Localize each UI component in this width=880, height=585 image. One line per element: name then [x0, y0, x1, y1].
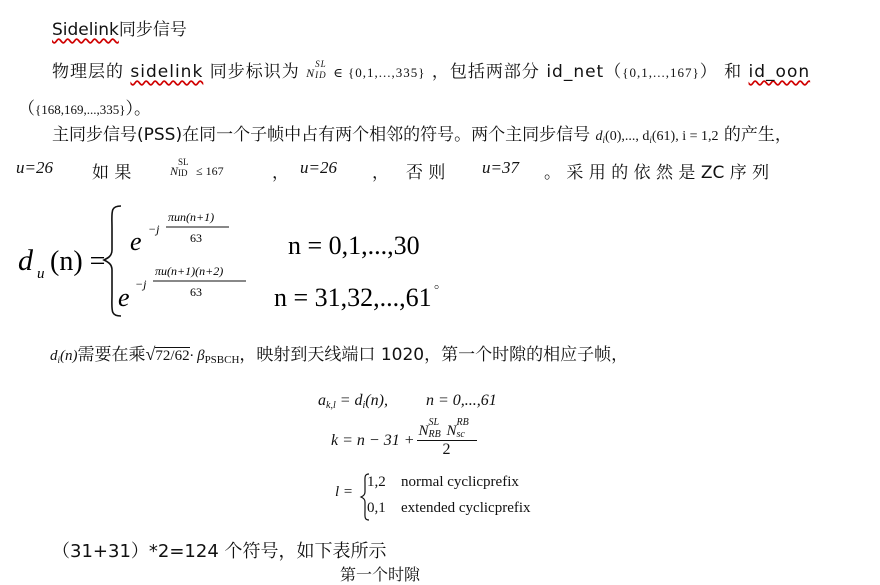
l-symbol: l = [335, 484, 354, 500]
n-range-1: n = 0,1,...,30 [288, 231, 420, 260]
section-title [52, 15, 187, 40]
neg-j: −j [148, 222, 160, 236]
lhs-sub: u [37, 266, 45, 282]
text: 的产生， [723, 125, 792, 145]
rhs: = d [339, 392, 363, 409]
a-symbol: a [318, 392, 326, 409]
rhs-arg: (n), [365, 392, 388, 409]
text: 如 果 [92, 163, 132, 183]
text: 主同步信号(PSS)在同一个子帧中占有两个相邻的符号。两个主同步信号 [52, 125, 591, 145]
text: 需要在乘 [77, 345, 146, 365]
n-id-symbol: N SL ID [306, 59, 327, 80]
l2-text: extended cyclicprefix [401, 500, 531, 516]
id-net: id_net [546, 62, 605, 82]
exp1-den: 63 [190, 231, 202, 245]
text: ， [272, 163, 289, 183]
paragraph-sync-id: 物理层的 sidelink 同步标识为 N SL ID ∈ {0,1,...,335} ，包括两部分 id_net（{0,1,...,167}） 和 id_oon [52, 59, 811, 82]
u-value: u=26 [16, 158, 53, 177]
paragraph-sync-id-cont: （{168,169,...,335}）。 [18, 99, 151, 119]
lhs-arg: (n) = [50, 246, 106, 277]
a-sub: k,l [326, 400, 336, 411]
mapping-equation: $a_{k,l} = d_i(n)$, n = 0,...,61 [318, 392, 497, 411]
title-rest: 同步信号 [118, 20, 187, 40]
text: 。 [133, 99, 151, 119]
text: ，包括两部分 [431, 62, 540, 82]
condition: N SL ID ≤ 167 [170, 157, 224, 178]
text: 物理层的 [52, 62, 124, 82]
n-range-2: n = 31,32,...,61 [274, 283, 432, 312]
l2-val: 0,1 [367, 500, 386, 516]
text-sidelink: sidelink [130, 62, 204, 82]
exp2-num: πu(n+1)(n+2) [155, 264, 224, 278]
title-word: Sidelink [52, 20, 119, 40]
pss-range: $d_i(0)$,..., $d_i(61)$, i = 1,2 [595, 129, 719, 145]
text: ，映射到天线端口 1020，第一个时隙的相应子帧， [239, 345, 629, 365]
k-equation [331, 417, 477, 459]
d-i-n: $d_i(n)$ [50, 348, 78, 365]
set-range: {0,1,...,167} [622, 65, 700, 80]
exp-base: e [118, 283, 130, 312]
set-range: {0,1,...,335} [348, 65, 426, 80]
exp1-num: πun(n+1) [168, 210, 215, 224]
text: 否 则 [406, 163, 446, 183]
text: 同步标识为 [209, 62, 300, 82]
l1-val: 1,2 [367, 474, 386, 490]
text: ， [372, 163, 389, 183]
text: 。 采 用 的 依 然 是 ZC 序 列 [544, 163, 770, 183]
paragraph-mapping [50, 340, 628, 366]
zc-sequence-equation [0, 198, 460, 326]
exp2-den: 63 [190, 285, 202, 299]
lhs-d: d [18, 244, 33, 277]
u-value: u=26 [300, 158, 337, 177]
text: 和 [724, 62, 743, 82]
id-oon: id_oon [748, 62, 811, 82]
scaling-factor: $√72/62\cdot \beta_{PSBCH}$ [145, 344, 240, 366]
u-value: u=37 [482, 158, 519, 177]
set-range: {168,169,...,335} [35, 102, 126, 117]
exp-base: e [130, 227, 142, 256]
paragraph-pss [52, 120, 792, 145]
l1-text: normal cyclicprefix [401, 474, 519, 490]
n-range: n = 0,...,61 [425, 392, 497, 409]
neg-j: −j [135, 277, 147, 291]
k-fraction: N SL RB N RB sc 2 [417, 422, 477, 459]
k-den: 2 [442, 441, 451, 458]
paragraph-symbols: （31+31）*2=124 个符号，如下表所示 [52, 541, 387, 562]
period: 。 [434, 277, 448, 292]
cut-off-text: 第一个时隙 [340, 565, 421, 584]
k-expr: k = n − 31 + [331, 431, 415, 449]
